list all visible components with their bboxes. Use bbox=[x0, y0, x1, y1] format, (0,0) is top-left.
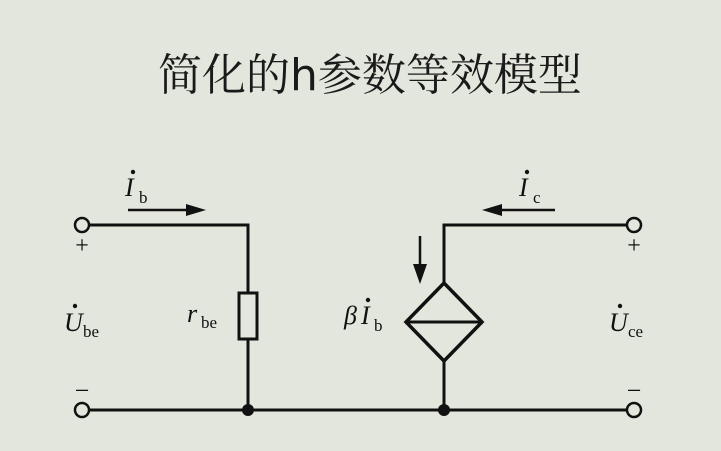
terminal-output-top bbox=[627, 218, 641, 232]
junction-dot-right bbox=[438, 404, 450, 416]
terminal-input-bottom bbox=[75, 403, 89, 417]
ib-arrow-head-icon bbox=[186, 204, 206, 216]
src-main: I bbox=[361, 301, 370, 330]
plus-right: + bbox=[627, 233, 641, 259]
label-source-beta-ib bbox=[343, 298, 383, 335]
source-arrow-head-icon bbox=[413, 264, 427, 284]
src-sub: b bbox=[374, 316, 383, 335]
resistor-rbe bbox=[239, 293, 257, 339]
ube-sub: be bbox=[83, 322, 100, 341]
label-uce bbox=[609, 304, 643, 341]
plus-left: + bbox=[75, 233, 89, 259]
src-beta: β bbox=[344, 301, 357, 330]
terminal-input-top bbox=[75, 218, 89, 232]
label-ube bbox=[64, 304, 99, 341]
label-ib bbox=[124, 170, 148, 207]
junction-dot-left bbox=[242, 404, 254, 416]
ube-main: U bbox=[64, 308, 83, 337]
label-rbe bbox=[187, 299, 217, 332]
minus-left: − bbox=[74, 376, 90, 405]
rbe-main: r bbox=[187, 299, 198, 328]
rbe-sub: be bbox=[201, 313, 218, 332]
page-title: 简化的h参数等效模型 bbox=[158, 50, 582, 101]
terminal-output-bottom bbox=[627, 403, 641, 417]
uce-main: U bbox=[609, 308, 628, 337]
uce-sub: ce bbox=[628, 322, 644, 341]
label-ic bbox=[518, 170, 541, 207]
ib-main: I bbox=[125, 173, 134, 202]
ic-main: I bbox=[519, 173, 528, 202]
ib-sub: b bbox=[139, 188, 148, 207]
minus-right: − bbox=[626, 376, 642, 405]
ic-arrow-head-icon bbox=[482, 204, 502, 216]
ic-sub: c bbox=[533, 188, 541, 207]
